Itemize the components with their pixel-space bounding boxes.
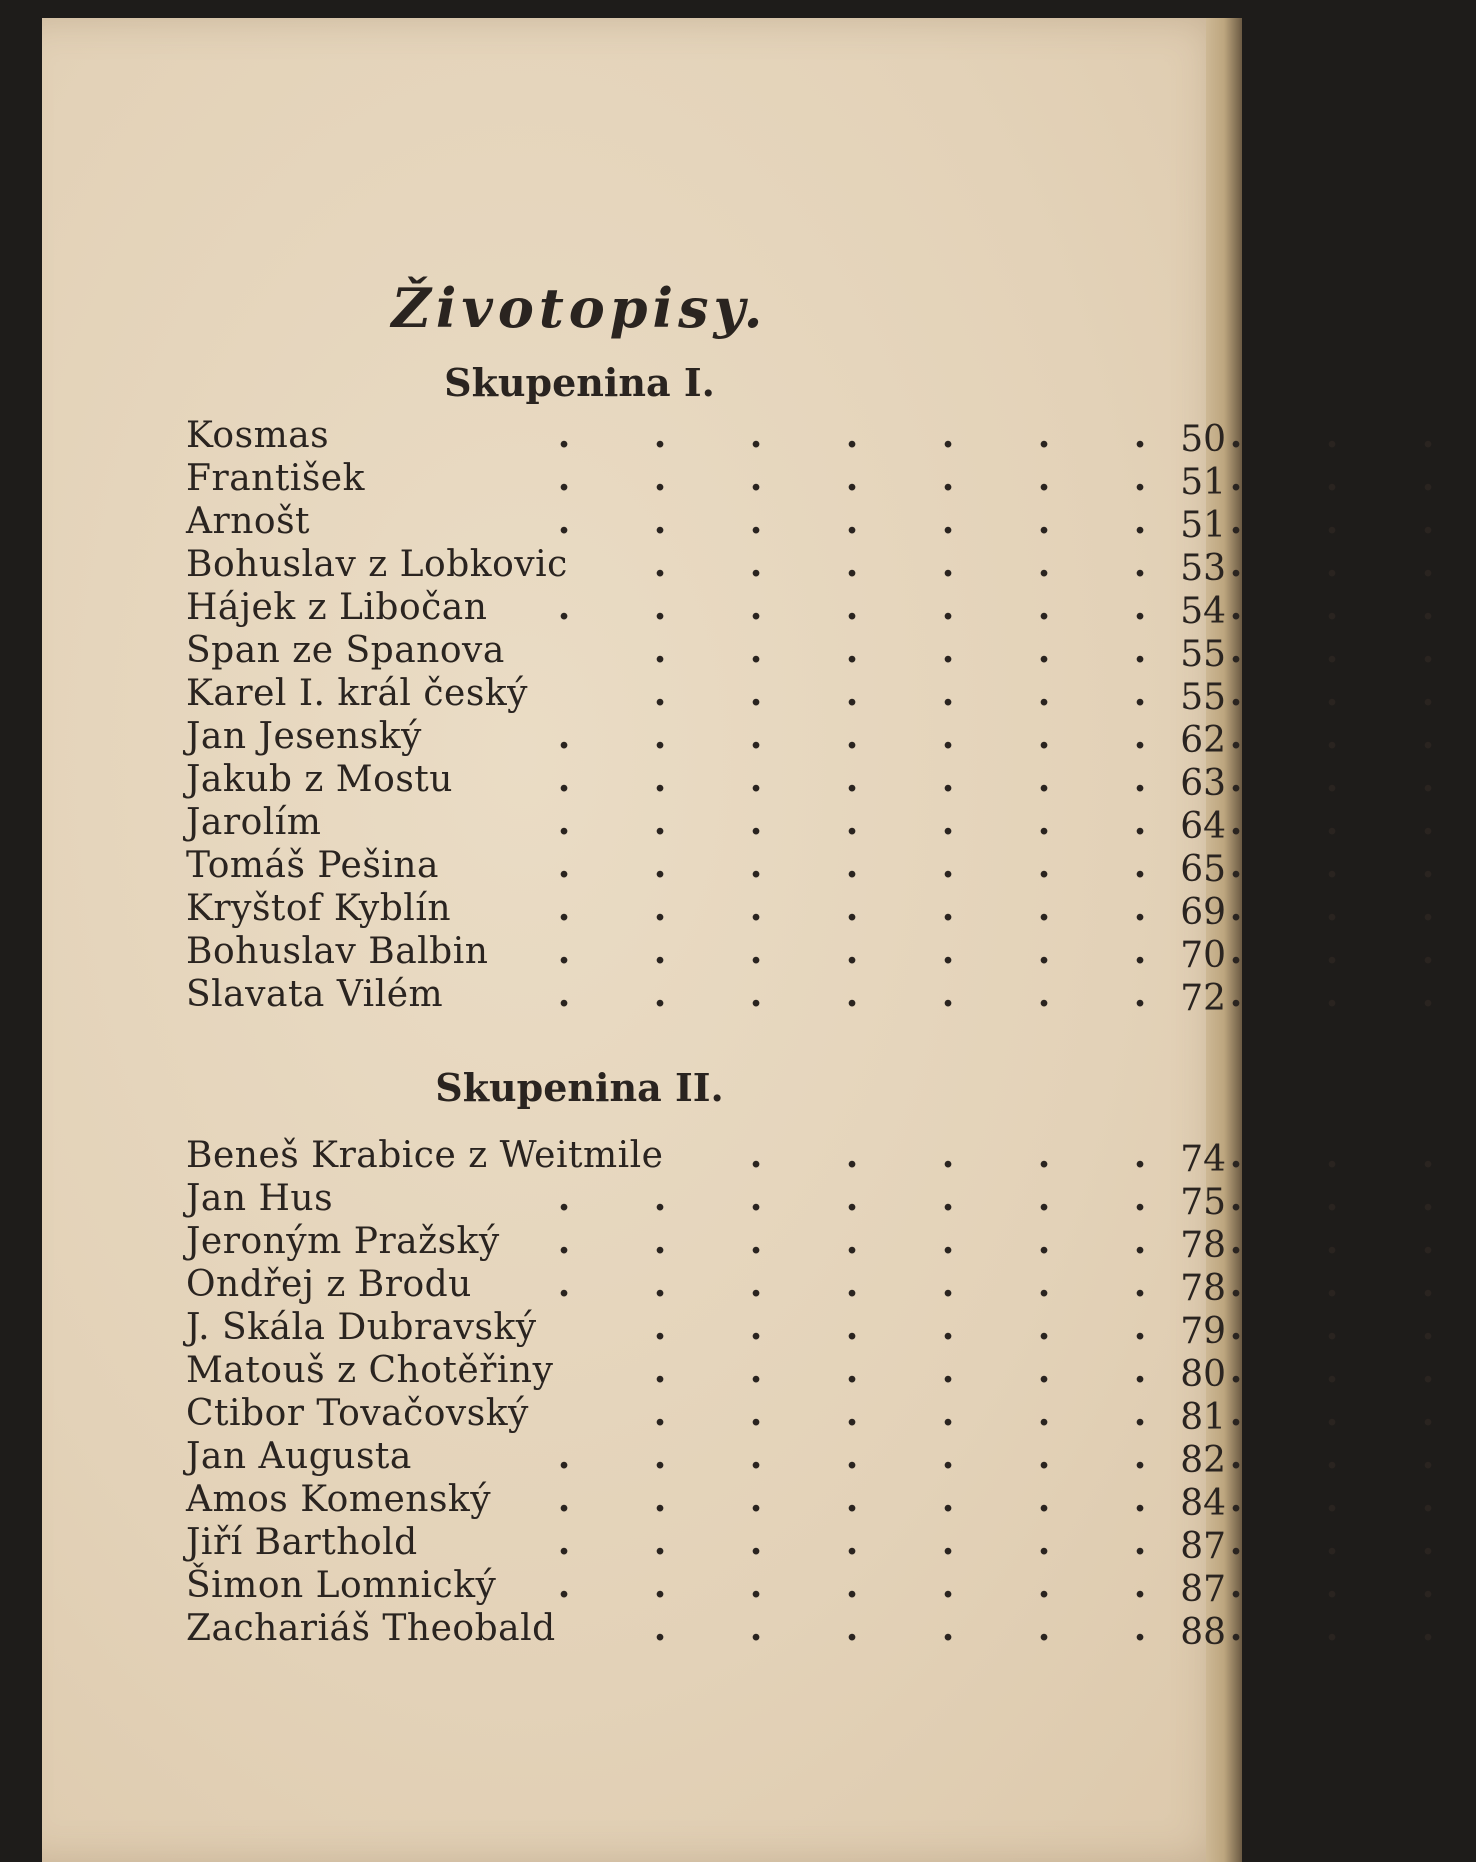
toc-entry bbox=[186, 1521, 1435, 1567]
toc-entry bbox=[186, 801, 1435, 847]
toc-entry bbox=[186, 457, 1435, 503]
dot-leader: . . . . . . . . . . bbox=[557, 930, 1435, 972]
toc-entry-page-number: 64 bbox=[1180, 806, 1226, 847]
toc-entry-name: Arnošt bbox=[186, 501, 311, 542]
toc-entry bbox=[186, 1263, 1435, 1309]
toc-entry-page-number: 55 bbox=[1180, 677, 1226, 718]
dot-leader: . . . . . . . . . bbox=[653, 1306, 1435, 1348]
dot-leader: . . . . . . . . . . bbox=[557, 586, 1435, 628]
toc-entry-name: Slavata Vilém bbox=[186, 974, 444, 1015]
toc-entry-page-number: 69 bbox=[1180, 892, 1226, 933]
toc-entry bbox=[186, 1134, 1435, 1180]
toc-entry-page-number: 88 bbox=[1180, 1612, 1226, 1653]
toc-entry-name: Jarolím bbox=[186, 802, 322, 843]
toc-entry-name: Matouš z Chotěřiny bbox=[186, 1350, 554, 1391]
toc-entry-name: Kryštof Kyblín bbox=[186, 888, 452, 929]
toc-entry-name: Bohuslav Balbin bbox=[186, 931, 489, 972]
toc-entry bbox=[186, 1478, 1435, 1524]
toc-entry bbox=[186, 887, 1435, 933]
toc-entry-name: Hájek z Libočan bbox=[186, 587, 488, 628]
dot-leader: . . . . . . . . . . bbox=[557, 1177, 1435, 1219]
dot-leader: . . . . . . . . . bbox=[653, 543, 1435, 585]
toc-entry-page-number: 78 bbox=[1180, 1225, 1226, 1266]
toc-entry-page-number: 79 bbox=[1180, 1311, 1226, 1352]
toc-entry-page-number: 51 bbox=[1180, 505, 1226, 546]
toc-entry-name: Kosmas bbox=[186, 415, 330, 456]
toc-entry-page-number: 53 bbox=[1180, 548, 1226, 589]
dot-leader: . . . . . . . . . bbox=[653, 1349, 1435, 1391]
toc-entry-name: Ondřej z Brodu bbox=[186, 1264, 472, 1305]
toc-entry-page-number: 75 bbox=[1180, 1182, 1226, 1223]
dot-leader: . . . . . . . . . bbox=[653, 1607, 1435, 1649]
dot-leader: . . . . . . . . . . bbox=[557, 1220, 1435, 1262]
toc-entry bbox=[186, 973, 1435, 1019]
toc-entry bbox=[186, 672, 1435, 718]
toc-entry bbox=[186, 758, 1435, 804]
toc-entry bbox=[186, 1177, 1435, 1223]
group-heading-2: Skupenina II. bbox=[435, 1065, 724, 1110]
toc-entry-name: Jan Jesenský bbox=[186, 716, 422, 757]
toc-entry bbox=[186, 629, 1435, 675]
toc-entry-page-number: 70 bbox=[1180, 935, 1226, 976]
dot-leader: . . . . . . . . . bbox=[653, 629, 1435, 671]
toc-entry-name: Ctibor Tovačovský bbox=[186, 1393, 529, 1434]
toc-entry-page-number: 72 bbox=[1180, 978, 1226, 1019]
dot-leader: . . . . . . . . . . bbox=[557, 1478, 1435, 1520]
toc-entry-name: Jan Augusta bbox=[186, 1436, 412, 1477]
toc-entry-page-number: 87 bbox=[1180, 1526, 1226, 1567]
toc-entry-name: Bohuslav z Lobkovic bbox=[186, 544, 568, 585]
dot-leader: . . . . . . . . . . bbox=[557, 414, 1435, 456]
toc-entry bbox=[186, 1435, 1435, 1481]
page-title: Životopisy. bbox=[391, 276, 768, 340]
group-heading-1: Skupenina I. bbox=[444, 360, 715, 405]
toc-entry bbox=[186, 1306, 1435, 1352]
toc-entry bbox=[186, 1349, 1435, 1395]
dot-leader: . . . . . . . . . . bbox=[557, 844, 1435, 886]
toc-entry-page-number: 62 bbox=[1180, 720, 1226, 761]
toc-entry bbox=[186, 543, 1435, 589]
toc-entry bbox=[186, 715, 1435, 761]
group-2-entries bbox=[186, 1134, 1435, 1653]
toc-entry-page-number: 65 bbox=[1180, 849, 1226, 890]
toc-entry bbox=[186, 500, 1435, 546]
toc-entry-page-number: 81 bbox=[1180, 1397, 1226, 1438]
dot-leader: . . . . . . . . . . bbox=[557, 1263, 1435, 1305]
toc-entry bbox=[186, 1392, 1435, 1438]
dot-leader: . . . . . . . . . . bbox=[557, 758, 1435, 800]
toc-entry-page-number: 63 bbox=[1180, 763, 1226, 804]
toc-entry-name: Jiří Barthold bbox=[186, 1522, 418, 1563]
toc-entry-name: Jeroným Pražský bbox=[186, 1221, 500, 1262]
toc-entry bbox=[186, 1607, 1435, 1653]
dot-leader: . . . . . . . . . . bbox=[557, 457, 1435, 499]
dot-leader: . . . . . . . . . . bbox=[557, 1435, 1435, 1477]
group-1-entries bbox=[186, 414, 1435, 1019]
toc-entry-page-number: 50 bbox=[1180, 419, 1226, 460]
dot-leader: . . . . . . . . . . bbox=[557, 500, 1435, 542]
dot-leader: . . . . . . . . . bbox=[653, 672, 1435, 714]
toc-entry bbox=[186, 844, 1435, 890]
toc-entry-name: Šimon Lomnický bbox=[186, 1565, 497, 1606]
dot-leader: . . . . . . . . . bbox=[653, 1392, 1435, 1434]
toc-entry-page-number: 80 bbox=[1180, 1354, 1226, 1395]
toc-entry-name: Jakub z Mostu bbox=[186, 759, 453, 800]
dot-leader: . . . . . . . . bbox=[749, 1134, 1435, 1176]
toc-entry-name: J. Skála Dubravský bbox=[186, 1307, 537, 1348]
dot-leader: . . . . . . . . . . bbox=[557, 1521, 1435, 1563]
toc-entry-page-number: 84 bbox=[1180, 1483, 1226, 1524]
toc-entry-page-number: 78 bbox=[1180, 1268, 1226, 1309]
dot-leader: . . . . . . . . . . bbox=[557, 715, 1435, 757]
toc-entry bbox=[186, 1564, 1435, 1610]
dot-leader: . . . . . . . . . . bbox=[557, 801, 1435, 843]
toc-entry-name: Beneš Krabice z Weitmile bbox=[186, 1135, 664, 1176]
toc-entry bbox=[186, 586, 1435, 632]
toc-entry-name: František bbox=[186, 458, 365, 499]
dot-leader: . . . . . . . . . . bbox=[557, 973, 1435, 1015]
toc-entry-page-number: 55 bbox=[1180, 634, 1226, 675]
toc-entry bbox=[186, 414, 1435, 460]
toc-entry-name: Zachariáš Theobald bbox=[186, 1608, 556, 1649]
dot-leader: . . . . . . . . . . bbox=[557, 1564, 1435, 1606]
toc-entry-page-number: 51 bbox=[1180, 462, 1226, 503]
book-page bbox=[42, 18, 1435, 1862]
toc-entry-name: Karel I. král český bbox=[186, 673, 528, 714]
toc-entry bbox=[186, 930, 1435, 976]
toc-entry-page-number: 87 bbox=[1180, 1569, 1226, 1610]
toc-entry-name: Amos Komenský bbox=[186, 1479, 492, 1520]
toc-entry-page-number: 74 bbox=[1180, 1139, 1226, 1180]
toc-entry-name: Jan Hus bbox=[186, 1178, 334, 1219]
toc-entry-name: Span ze Spanova bbox=[186, 630, 505, 671]
toc-entry bbox=[186, 1220, 1435, 1266]
dot-leader: . . . . . . . . . . bbox=[557, 887, 1435, 929]
toc-entry-name: Tomáš Pešina bbox=[186, 845, 439, 886]
toc-entry-page-number: 82 bbox=[1180, 1440, 1226, 1481]
toc-entry-page-number: 54 bbox=[1180, 591, 1226, 632]
